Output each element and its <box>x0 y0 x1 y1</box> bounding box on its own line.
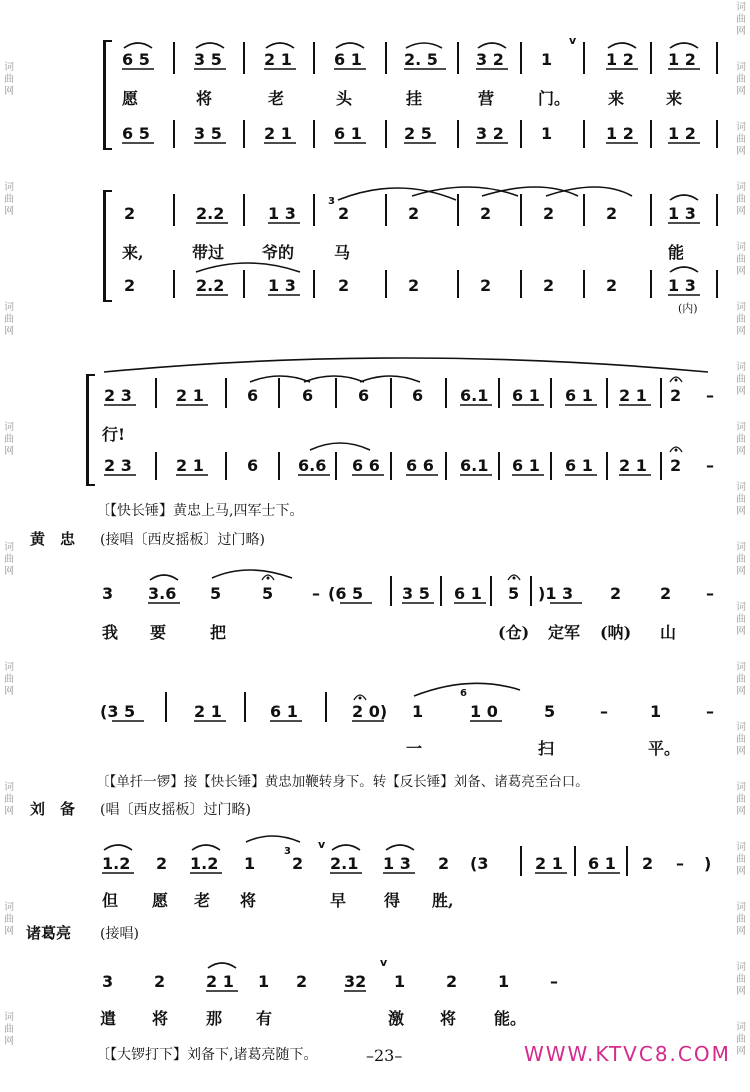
note-group: 6.1 <box>460 456 489 475</box>
watermark-text: 词曲网 <box>736 2 746 37</box>
note: 2 <box>660 584 672 603</box>
watermark-text: 词曲网 <box>4 662 14 697</box>
lyric: 山 <box>660 623 677 642</box>
note: 5 <box>210 584 222 603</box>
note-group: – <box>706 456 714 475</box>
lyric: 头 <box>336 89 353 108</box>
stage-direction: 〔【快长锤】黄忠上马,四军士下。 <box>96 503 304 519</box>
watermark-text: 词曲网 <box>736 62 746 97</box>
inner-note: (内) <box>678 302 698 315</box>
watermark-text: 词曲网 <box>736 962 746 997</box>
lyric: 营 <box>478 89 495 108</box>
note-group: 2 1 <box>264 124 292 143</box>
note-group: 3 2 <box>476 50 504 69</box>
role-name: 诸葛亮 <box>26 924 72 942</box>
lyric: 门。 <box>538 89 571 108</box>
note-group: 3 5 <box>194 124 222 143</box>
note-group: 1 3 <box>668 276 696 295</box>
watermark-text: 词曲网 <box>4 422 14 457</box>
lyric: 一 <box>406 739 423 758</box>
note-group: 2 <box>670 386 682 405</box>
note-group: 6 5 <box>122 50 150 69</box>
grace-note: 3 <box>284 846 291 857</box>
note-group: 2 1 <box>176 456 204 475</box>
lyric: 来 <box>666 89 683 108</box>
note-group: 2 <box>606 204 618 223</box>
grace-note: 3 <box>328 196 335 207</box>
note-group: 6 <box>247 456 259 475</box>
watermark-text: 词曲网 <box>4 302 14 337</box>
site-watermark: WWW.KTVC8.COM <box>524 1042 731 1066</box>
lyric: 将 <box>196 89 213 108</box>
note: (3 5 <box>100 702 136 721</box>
singing-direction: (唱〔西皮摇板〕过门略) <box>100 802 251 818</box>
note: – <box>676 854 684 873</box>
note-group: 6 5 <box>122 124 150 143</box>
note-group: 2 3 <box>104 456 132 475</box>
note-group: 2 1 <box>176 386 204 405</box>
lyric: 将 <box>240 891 257 910</box>
watermark-text: 词曲网 <box>736 542 746 577</box>
note: (6 5 <box>328 584 364 603</box>
note: )1 3 <box>538 584 574 603</box>
note-group: 6 1 <box>512 386 540 405</box>
note: – <box>600 702 608 721</box>
grace-note: 6 <box>460 688 467 699</box>
note: – <box>550 972 558 991</box>
note-group: 2.2 <box>196 204 225 223</box>
note-group: 1 3 <box>268 276 296 295</box>
note-group: 2 3 <box>104 386 132 405</box>
note: 2 <box>438 854 450 873</box>
note-group: 2.2 <box>196 276 225 295</box>
lyric: 爷的 <box>262 243 295 262</box>
note-group: 6 <box>358 386 370 405</box>
lyric: 早 <box>330 891 347 910</box>
note-group: 2 <box>124 204 136 223</box>
watermark-text: 词曲网 <box>736 602 746 637</box>
note: 1.2 <box>190 854 219 873</box>
lyric: 能 <box>668 243 685 262</box>
lyric: 平。 <box>648 739 681 758</box>
note: (3 <box>470 854 489 873</box>
note: – <box>312 584 320 603</box>
note: 2.1 <box>330 854 359 873</box>
note: 5 <box>544 702 556 721</box>
watermark-text: 词曲网 <box>736 842 746 877</box>
lyric: 老 <box>268 89 285 108</box>
note-group: 6 1 <box>565 386 593 405</box>
lyric: 老 <box>194 891 211 910</box>
note: 6 1 <box>270 702 298 721</box>
lyric: 将 <box>440 1009 457 1028</box>
note: 2 1 <box>206 972 234 991</box>
note-group: – <box>706 386 714 405</box>
lyric: 胜, <box>432 891 454 910</box>
note: 5 <box>508 584 520 603</box>
note: 2 <box>292 854 304 873</box>
lyric: 将 <box>152 1009 169 1028</box>
lyric: 我 <box>102 623 119 642</box>
note: 2 <box>642 854 654 873</box>
note-group: 6 <box>302 386 314 405</box>
note-group: 1 2 <box>668 124 696 143</box>
note: 1 <box>394 972 406 991</box>
note: 1 <box>258 972 270 991</box>
stage-direction: 〔【单扦一锣】接【快长锤】黄忠加鞭转身下。转【反长锤】刘备、诸葛亮至台口。 <box>96 774 589 790</box>
note-group: 6 <box>247 386 259 405</box>
lyric: 挂 <box>406 89 423 108</box>
lyric: 定军 <box>548 623 581 642</box>
note-group: 2 <box>124 276 136 295</box>
note-group: 2 <box>338 204 350 223</box>
watermark-text: 词曲网 <box>4 62 14 97</box>
note: 1 <box>650 702 662 721</box>
stage-direction: 〔【大锣打下】刘备下,诸葛亮随下。 <box>96 1047 318 1063</box>
note-group: 2 <box>670 456 682 475</box>
note: – <box>706 584 714 603</box>
breath-mark: v <box>318 838 326 851</box>
lyric: 那 <box>206 1009 223 1028</box>
watermark-text: 词曲网 <box>4 782 14 817</box>
lyric: (仓) <box>498 623 530 642</box>
watermark-text: 词曲网 <box>736 242 746 277</box>
note-group: 2 <box>480 204 492 223</box>
note-group: 2 <box>338 276 350 295</box>
watermark-text: 词曲网 <box>736 302 746 337</box>
watermark-text: 词曲网 <box>736 902 746 937</box>
lyric: 带过 <box>192 243 225 262</box>
note: – <box>706 702 714 721</box>
note-group: 2 <box>408 204 420 223</box>
role-name: 刘 备 <box>30 800 76 818</box>
lyric: 得 <box>384 891 401 910</box>
note-group: 1 3 <box>268 204 296 223</box>
note-group: 2 <box>606 276 618 295</box>
note-group: 6 1 <box>334 50 362 69</box>
watermark-text: 词曲网 <box>4 542 14 577</box>
note: 32 <box>344 972 367 991</box>
singing-direction: (接唱) <box>100 926 139 942</box>
watermark-text: 词曲网 <box>4 902 14 937</box>
lyric: 有 <box>256 1009 273 1028</box>
watermark-text: 词曲网 <box>736 662 746 697</box>
note-group: 6 1 <box>334 124 362 143</box>
lyric: 来, <box>122 243 144 262</box>
note-group: 3 5 <box>194 50 222 69</box>
note: 6 1 <box>588 854 616 873</box>
note: 2 <box>446 972 458 991</box>
breath-mark: v <box>569 34 577 47</box>
note: ) <box>704 854 712 873</box>
watermark-text: 词曲网 <box>736 482 746 517</box>
watermark-text: 词曲网 <box>4 1012 14 1047</box>
lyric: 把 <box>210 623 227 642</box>
note-group: 6.1 <box>460 386 489 405</box>
note-group: 1 2 <box>606 124 634 143</box>
watermark-text: 词曲网 <box>736 122 746 157</box>
note-group: 1 2 <box>668 50 696 69</box>
note-group: 6 <box>412 386 424 405</box>
note: 1 <box>244 854 256 873</box>
watermark-text: 词曲网 <box>736 362 746 397</box>
lyric: 愿 <box>152 891 169 910</box>
note: 1 <box>412 702 424 721</box>
note-group: 2 5 <box>404 124 432 143</box>
watermark-text: 词曲网 <box>736 782 746 817</box>
note-group: 2 1 <box>264 50 292 69</box>
lyric: 扫 <box>538 739 555 758</box>
note-group: 2 <box>480 276 492 295</box>
singing-direction: (接唱〔西皮摇板〕过门略) <box>100 532 265 548</box>
note: 2 1 <box>535 854 563 873</box>
note: 2 <box>296 972 308 991</box>
note-group: 1 3 <box>668 204 696 223</box>
note: 1 3 <box>383 854 411 873</box>
watermark-text: 词曲网 <box>736 1022 746 1057</box>
note: 1 <box>498 972 510 991</box>
note-group: 1 <box>541 124 553 143</box>
lyric: 遣 <box>100 1009 117 1028</box>
note-group: 2 1 <box>619 386 647 405</box>
note: 3 5 <box>402 584 430 603</box>
note-group: 3 2 <box>476 124 504 143</box>
lyric: 要 <box>150 623 167 642</box>
note: 3.6 <box>148 584 177 603</box>
note: 2 <box>154 972 166 991</box>
note-group: 2 <box>408 276 420 295</box>
note-group: 2 <box>543 276 555 295</box>
note: 3 <box>102 972 114 991</box>
watermark-text: 词曲网 <box>736 182 746 217</box>
note: 1.2 <box>102 854 131 873</box>
breath-mark: v <box>380 956 388 969</box>
lyric: 但 <box>102 891 119 910</box>
note-group: 6.6 <box>298 456 327 475</box>
note-group: 2 <box>543 204 555 223</box>
note: 5 <box>262 584 274 603</box>
note: 2 1 <box>194 702 222 721</box>
lyric: 愿 <box>122 89 139 108</box>
note-group: 6 1 <box>565 456 593 475</box>
watermark-text: 词曲网 <box>736 422 746 457</box>
note: 3 <box>102 584 114 603</box>
lyric: 来 <box>608 89 625 108</box>
role-name: 黄 忠 <box>30 530 76 548</box>
note: 1 0 <box>470 702 498 721</box>
page-number: –23– <box>366 1046 403 1065</box>
note: 2 0) <box>352 702 388 721</box>
lyric: 激 <box>388 1009 405 1028</box>
lyric: 马 <box>334 243 351 262</box>
lyric: (呐) <box>600 623 632 642</box>
note-group: 6 1 <box>512 456 540 475</box>
note-group: 2. 5 <box>404 50 438 69</box>
lyric: 行! <box>102 425 126 444</box>
note: 2 <box>156 854 168 873</box>
note-group: 1 2 <box>606 50 634 69</box>
note-group: 6 6 <box>352 456 380 475</box>
note-group: 2 1 <box>619 456 647 475</box>
note: 6 1 <box>454 584 482 603</box>
lyric: 能。 <box>494 1009 527 1028</box>
note-group: 1 <box>541 50 553 69</box>
note: 2 <box>610 584 622 603</box>
note-group: 6 6 <box>406 456 434 475</box>
watermark-text: 词曲网 <box>736 722 746 757</box>
watermark-text: 词曲网 <box>4 182 14 217</box>
